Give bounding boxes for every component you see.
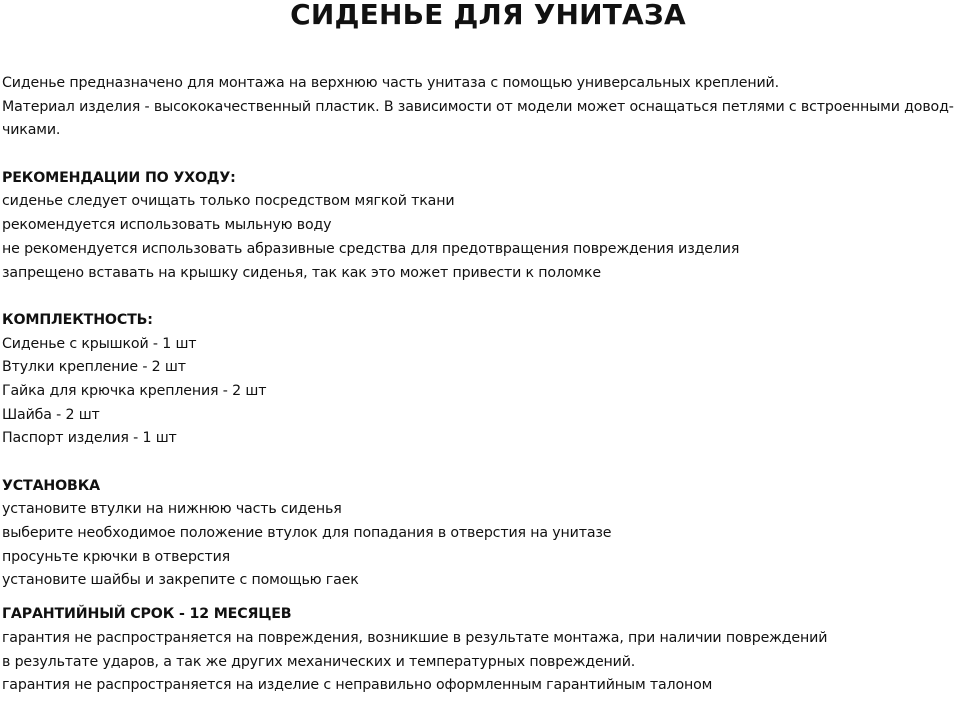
warranty-line: гарантия не распространяется на изделие с неправильно оформленным гарантийным талоном bbox=[2, 677, 713, 694]
section-spacer bbox=[2, 593, 974, 603]
section-spacer bbox=[2, 451, 974, 475]
document-body bbox=[2, 72, 974, 698]
install-section bbox=[2, 475, 974, 593]
care-item: сиденье следует очищать только посредством мягкой ткани bbox=[2, 193, 455, 210]
kit-heading: КОМПЛЕКТНОСТЬ: bbox=[2, 311, 153, 328]
install-step: выберите необходимое положение втулок для попадания в отверстия на унитазе bbox=[2, 525, 612, 542]
kit-item: Сиденье с крышкой - 1 шт bbox=[2, 335, 197, 352]
kit-section bbox=[2, 309, 974, 451]
install-step: установите шайбы и закрепите с помощью гаек bbox=[2, 572, 359, 589]
care-item: не рекомендуется использовать абразивные средства для предотвращения повреждения изделия bbox=[2, 240, 740, 257]
kit-item: Втулки крепление - 2 шт bbox=[2, 359, 186, 376]
intro-section bbox=[2, 72, 974, 143]
warranty-line: в результате ударов, а так же других механических и температурных повреждений. bbox=[2, 653, 636, 670]
warranty-heading: ГАРАНТИЙНЫЙ СРОК - 12 МЕСЯЦЕВ bbox=[2, 606, 292, 623]
install-heading: УСТАНОВКА bbox=[2, 477, 100, 494]
page-title: СИДЕНЬЕ ДЛЯ УНИТАЗА bbox=[290, 0, 686, 31]
intro-line: Сиденье предназначено для монтажа на верхнюю часть унитаза с помощью универсальных креплений. bbox=[2, 75, 779, 91]
kit-item: Гайка для крючка крепления - 2 шт bbox=[2, 382, 267, 399]
care-section bbox=[2, 167, 974, 285]
care-item: рекомендуется использовать мыльную воду bbox=[2, 217, 332, 234]
intro-line: чиками. bbox=[2, 122, 61, 139]
install-step: просуньте крючки в отверстия bbox=[2, 548, 231, 565]
section-spacer bbox=[2, 143, 974, 167]
warranty-section bbox=[2, 603, 974, 698]
warranty-line: гарантия не распространяется на повреждения, возникшие в результате монтажа, при наличии повреждений bbox=[2, 629, 828, 646]
care-heading: РЕКОМЕНДАЦИИ ПО УХОДУ: bbox=[2, 169, 236, 186]
care-item: запрещено вставать на крышку сиденья, так как это может привести к поломке bbox=[2, 264, 601, 281]
kit-item: Шайба - 2 шт bbox=[2, 406, 100, 423]
kit-item: Паспорт изделия - 1 шт bbox=[2, 430, 177, 447]
intro-line: Материал изделия - высококачественный пластик. В зависимости от модели может оснащаться петлями с встроенными довод- bbox=[2, 98, 954, 115]
section-spacer bbox=[2, 285, 974, 309]
install-step: установите втулки на нижнюю часть сиденья bbox=[2, 501, 342, 518]
